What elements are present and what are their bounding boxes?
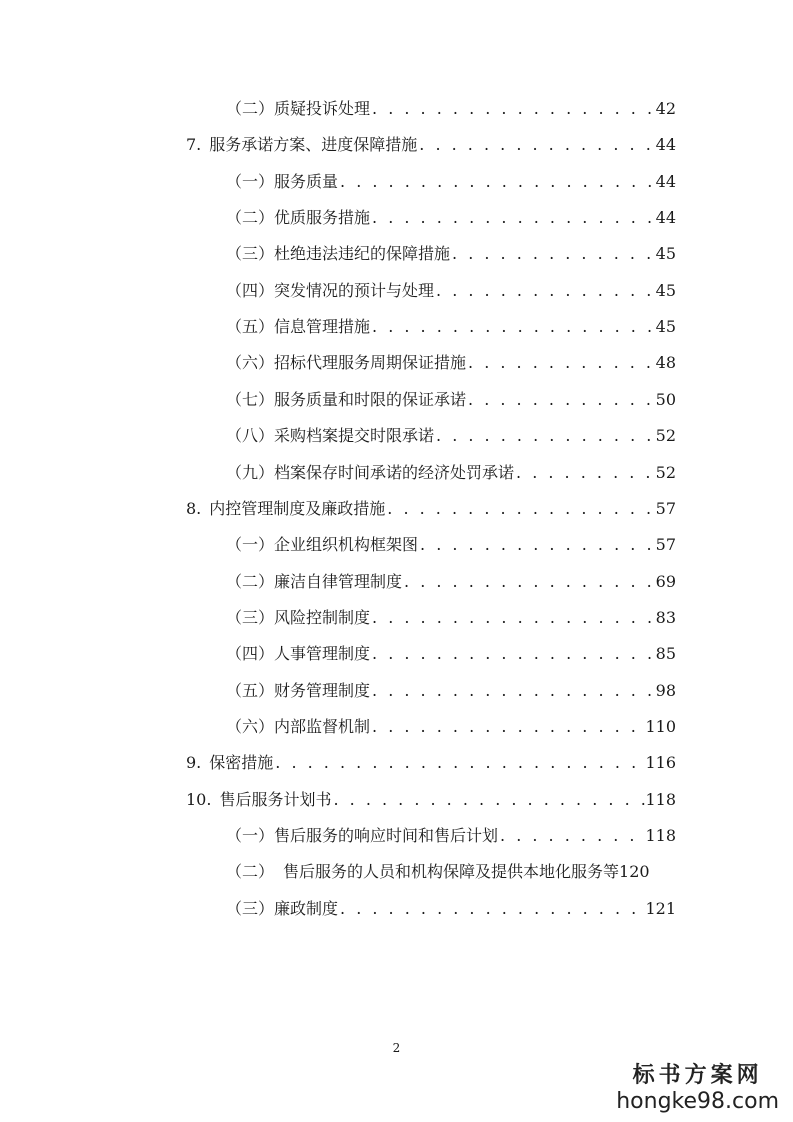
toc-entry-number: 10. bbox=[186, 789, 212, 809]
toc-dot-leader bbox=[370, 714, 645, 740]
toc-entry-title: 内控管理制度及廉政措施 bbox=[209, 498, 386, 518]
toc-dot-leader bbox=[370, 678, 654, 704]
toc-entry-number: （七） bbox=[226, 389, 275, 409]
toc-entry-number: （一） bbox=[226, 171, 275, 191]
toc-dot-leader bbox=[338, 169, 654, 195]
toc-entry-number: （二） bbox=[226, 571, 275, 591]
toc-entry-number: 7. bbox=[186, 135, 202, 155]
toc-entry-title: 财务管理制度 bbox=[274, 680, 371, 700]
toc-entry-title: 优质服务措施 bbox=[274, 208, 371, 228]
toc-dot-leader bbox=[498, 823, 645, 849]
toc-entry-title: 廉政制度 bbox=[274, 898, 339, 918]
toc-entry-number: （三） bbox=[226, 607, 275, 627]
toc-dot-leader bbox=[466, 350, 654, 376]
toc-entry-page: 120 bbox=[619, 862, 650, 882]
toc-entry-page: 85 bbox=[655, 644, 676, 664]
toc-entry-number: （六） bbox=[226, 353, 275, 373]
toc-entry-number: （四） bbox=[226, 644, 275, 664]
toc-entry bbox=[226, 205, 676, 231]
toc-entry-page: 57 bbox=[655, 535, 676, 555]
toc-entry bbox=[226, 460, 676, 486]
toc-entry-title: 招标代理服务周期保证措施 bbox=[274, 353, 467, 373]
toc-dot-leader bbox=[331, 787, 645, 813]
toc-entry-number: 9. bbox=[186, 753, 202, 773]
toc-entry-number: （三） bbox=[226, 898, 275, 918]
toc-entry bbox=[226, 241, 676, 267]
toc-entry bbox=[186, 496, 676, 522]
toc-entry-title: 售后服务的响应时间和售后计划 bbox=[274, 826, 499, 845]
toc-entry-page: 50 bbox=[655, 389, 676, 409]
toc-dot-leader bbox=[402, 569, 654, 595]
toc-entry bbox=[226, 350, 676, 376]
toc-entry-number: 8. bbox=[186, 498, 202, 518]
toc-entry-number: （六） bbox=[226, 716, 275, 736]
toc-entry-title: 内部监督机制 bbox=[274, 716, 371, 736]
toc-entry-number: （九） bbox=[226, 462, 275, 482]
toc-entry-page: 42 bbox=[655, 99, 676, 118]
toc-entry-title: 档案保存时间承诺的经济处罚承诺 bbox=[274, 462, 515, 482]
toc-entry-number: （二） bbox=[226, 862, 275, 882]
toc-entry-number: （二） bbox=[226, 99, 275, 118]
toc-entry-page: 121 bbox=[645, 898, 676, 918]
toc-entry bbox=[226, 641, 676, 667]
toc-entry-title: 人事管理制度 bbox=[274, 644, 371, 664]
toc-entry-page: 45 bbox=[655, 244, 676, 264]
toc-dot-leader bbox=[450, 241, 654, 267]
toc-dot-leader bbox=[370, 605, 654, 631]
toc-dot-leader bbox=[434, 423, 654, 449]
toc-entry bbox=[226, 859, 706, 885]
toc-entry-title: 突发情况的预计与处理 bbox=[274, 280, 435, 300]
toc-entry bbox=[226, 605, 676, 631]
toc-entry bbox=[226, 678, 676, 704]
toc-entry-page: 118 bbox=[645, 826, 676, 845]
toc-entry bbox=[186, 132, 676, 158]
toc-dot-leader bbox=[370, 641, 654, 667]
toc-entry-page: 44 bbox=[655, 171, 676, 191]
toc-entry-page: 45 bbox=[655, 317, 676, 337]
toc-entry-page: 48 bbox=[655, 353, 676, 373]
toc-entry-number: （八） bbox=[226, 426, 275, 446]
toc-dot-leader bbox=[370, 205, 654, 231]
toc-entry bbox=[226, 169, 676, 195]
watermark-name: 标书方案网 bbox=[632, 1062, 763, 1088]
toc-entry bbox=[226, 96, 676, 122]
toc-entry bbox=[186, 750, 676, 776]
toc-entry-page: 69 bbox=[655, 571, 676, 591]
toc-dot-leader bbox=[514, 460, 654, 486]
toc-entry-number: （三） bbox=[226, 244, 275, 264]
toc-entry-page: 83 bbox=[655, 607, 676, 627]
toc-entry-page: 118 bbox=[645, 789, 676, 809]
toc-dot-leader bbox=[370, 96, 654, 122]
toc-entry-number: （一） bbox=[226, 535, 275, 555]
toc-entry-page: 52 bbox=[655, 426, 676, 446]
toc-dot-leader bbox=[434, 278, 654, 304]
toc-entry bbox=[226, 714, 676, 740]
toc-entry-page: 44 bbox=[655, 208, 676, 228]
watermark bbox=[616, 1058, 779, 1114]
toc-dot-leader bbox=[338, 896, 645, 922]
toc-entry-number: （五） bbox=[226, 317, 275, 337]
toc-dot-leader bbox=[385, 496, 654, 522]
toc-entry-page: 98 bbox=[655, 680, 676, 700]
toc-entry-number: （二） bbox=[226, 208, 275, 228]
toc-entry-page: 44 bbox=[655, 135, 676, 155]
toc-entry-page: 45 bbox=[655, 280, 676, 300]
toc-entry-title: 风险控制制度 bbox=[274, 607, 371, 627]
toc-entry-title: 售后服务计划书 bbox=[219, 789, 332, 809]
toc-entry bbox=[226, 896, 676, 922]
toc-entry-title: 售后服务的人员和机构保障及提供本地化服务等 bbox=[283, 862, 620, 882]
toc-entry-number: （五） bbox=[226, 680, 275, 700]
toc-entry-page: 57 bbox=[655, 498, 676, 518]
toc-entry-title: 保密措施 bbox=[209, 753, 274, 773]
toc-entry-title: 杜绝违法违纪的保障措施 bbox=[274, 244, 451, 264]
toc-entry bbox=[186, 787, 676, 813]
toc-entry bbox=[226, 532, 676, 558]
toc-entry bbox=[226, 387, 676, 413]
toc-entry-title: 服务质量和时限的保证承诺 bbox=[274, 389, 467, 409]
toc-entry bbox=[226, 423, 676, 449]
toc-dot-leader bbox=[418, 532, 654, 558]
toc-dot-leader bbox=[417, 132, 654, 158]
toc-entry-title: 服务承诺方案、进度保障措施 bbox=[209, 135, 418, 155]
toc-entry-title: 企业组织机构框架图 bbox=[274, 535, 419, 555]
watermark-url: hongke98.com bbox=[616, 1089, 779, 1114]
toc-entry-title: 质疑投诉处理 bbox=[274, 99, 371, 118]
toc-dot-leader bbox=[466, 387, 654, 413]
toc-entry-page: 52 bbox=[655, 462, 676, 482]
toc-entry-title: 服务质量 bbox=[274, 171, 339, 191]
toc-entry-number: （一） bbox=[226, 826, 275, 845]
toc-entry-number: （四） bbox=[226, 280, 275, 300]
toc-entry-title: 廉洁自律管理制度 bbox=[274, 571, 403, 591]
toc-entry bbox=[226, 823, 676, 849]
page-number: 2 bbox=[392, 1041, 401, 1055]
toc-entry-page: 110 bbox=[645, 716, 676, 736]
toc-entry bbox=[226, 314, 676, 340]
toc-entry bbox=[226, 278, 676, 304]
toc-entry bbox=[226, 569, 676, 595]
toc-entry-title: 信息管理措施 bbox=[274, 317, 371, 337]
toc-entry-page: 116 bbox=[645, 753, 676, 773]
toc-dot-leader bbox=[370, 314, 654, 340]
toc-entry-title: 采购档案提交时限承诺 bbox=[274, 426, 435, 446]
toc-dot-leader bbox=[273, 750, 645, 776]
